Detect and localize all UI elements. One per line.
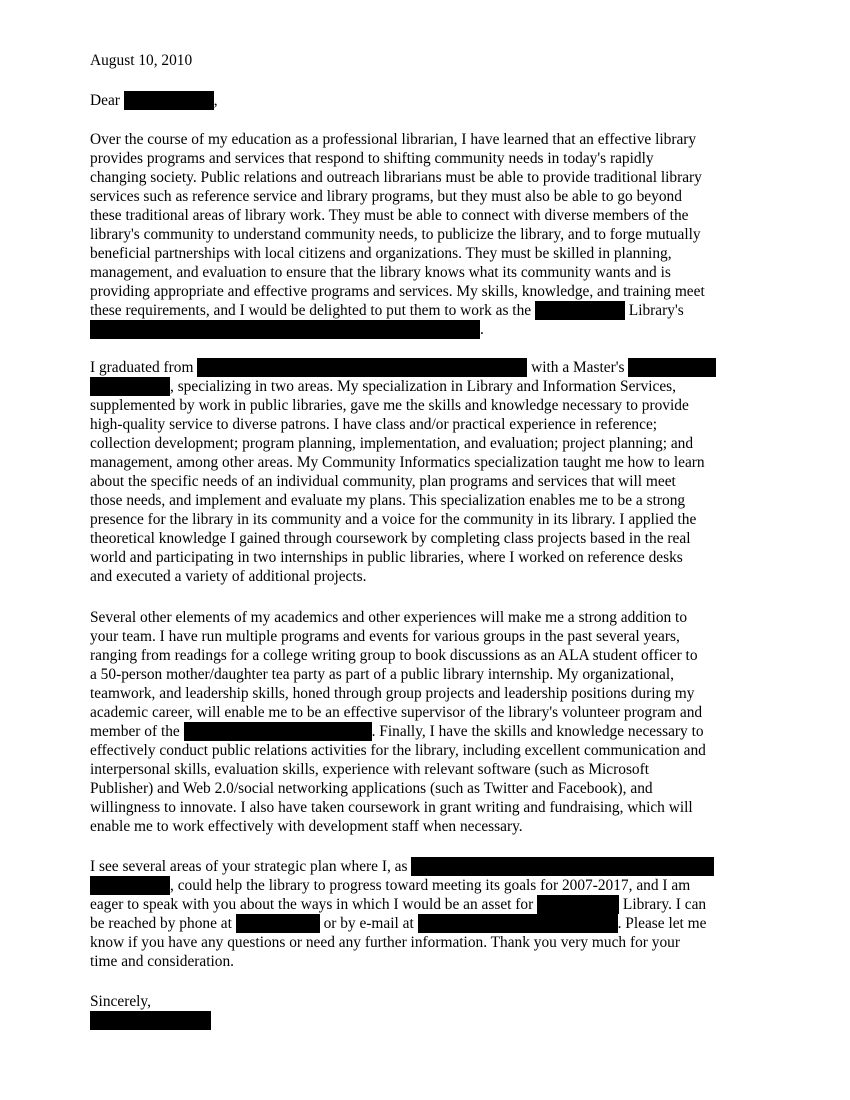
paragraph-3-line: Publisher) and Web 2.0/social networking applications (such as Twitter and Facebook), and — [90, 780, 653, 797]
paragraph-2-line: presence for the library in its community and a voice for the community in its library. I applied the — [90, 511, 697, 528]
paragraph-2-line: about the specific needs of an individual community, plan programs and services that will meet — [90, 473, 676, 490]
paragraph-1-line: management, and evaluation to ensure that the library knows what its community wants and is — [90, 264, 671, 281]
paragraph-3-line: a 50-person mother/daughter tea party as part of a public library internship. My organizational, — [90, 666, 674, 683]
paragraph-2-line: those needs, and implement and evaluate my plans. This specialization enables me to be a strong — [90, 492, 686, 509]
paragraph-3-line: effectively conduct public relations activities for the library, including excellent communication and — [90, 742, 706, 759]
redaction-signature-name — [90, 1011, 211, 1030]
paragraph-1-line: these requirements, and I would be delighted to put them to work as the Library's — [90, 302, 684, 319]
paragraph-3-line: enable me to work effectively with development staff when necessary. — [90, 818, 523, 835]
paragraph-2-line: world and participating in two internships in public libraries, where I worked on reference desks — [90, 549, 683, 566]
redaction-applicant-description — [411, 857, 714, 876]
paragraph-4-line: know if you have any questions or need any further information. Thank you very much for your — [90, 934, 680, 951]
redaction-phone-number — [236, 914, 320, 933]
paragraph-3-line: willingness to innovate. I also have taken coursework in grant writing and fundraising, which will — [90, 799, 693, 816]
paragraph-1-line: provides programs and services that respond to shifting community needs in today's rapidly — [90, 150, 654, 167]
paragraph-1-line: these traditional areas of library work. They must be able to connect with diverse members of the — [90, 207, 689, 224]
paragraph-2-line: supplemented by work in public libraries, gave me the skills and knowledge necessary to provide — [90, 397, 689, 414]
paragraph-4-line: eager to speak with you about the ways in which I would be an asset for Library. I can — [90, 896, 707, 913]
redaction-organization-name — [184, 722, 372, 741]
paragraph-3-line: member of the . Finally, I have the skills and knowledge necessary to — [90, 723, 704, 740]
paragraph-3-line: ranging from readings for a college writing group to book discussions as an ALA student officer to — [90, 647, 698, 664]
paragraph-2-line: I graduated from with a Master's — [90, 358, 716, 377]
redaction-university-name — [197, 358, 527, 377]
paragraph-3-line: teamwork, and leadership skills, honed through group projects and leadership positions during my — [90, 685, 695, 702]
salutation: Dear , — [90, 92, 218, 109]
redaction-recipient-name — [124, 91, 214, 110]
redaction-library-name — [535, 301, 625, 320]
paragraph-2-line: high-quality service to diverse patrons. I have class and/or practical experience in reference; — [90, 416, 658, 433]
redaction-library-name — [537, 895, 619, 914]
paragraph-4-line: be reached by phone at or by e-mail at . Please let me — [90, 915, 707, 932]
closing: Sincerely, — [90, 993, 151, 1010]
paragraph-4-line: time and consideration. — [90, 953, 235, 970]
paragraph-1-line: beneficial partnerships with local citizens and organizations. They must be skilled in planning, — [90, 245, 672, 262]
paragraph-2-line: collection development; program planning, implementation, and evaluation; project planning; and — [90, 435, 694, 452]
redaction-degree-name — [628, 358, 716, 377]
paragraph-3-line: Several other elements of my academics and other experiences will make me a strong addition to — [90, 609, 688, 626]
paragraph-1-line: changing society. Public relations and outreach librarians must be able to provide traditional library — [90, 169, 702, 186]
redaction-email-address — [418, 914, 618, 933]
redaction-degree-name-continued — [90, 377, 170, 396]
paragraph-2-line: and executed a variety of additional projects. — [90, 568, 367, 585]
paragraph-2-line: , specializing in two areas. My specialization in Library and Information Services, — [90, 377, 676, 396]
paragraph-3-line: your team. I have run multiple programs and events for various groups in the past several years, — [90, 628, 680, 645]
paragraph-3-line: academic career, will enable me to be an effective supervisor of the library's volunteer program and — [90, 704, 703, 721]
paragraph-1-line: providing appropriate and effective programs and services. My skills, knowledge, and training meet — [90, 283, 705, 300]
paragraph-3-line: interpersonal skills, evaluation skills, experience with relevant software (such as Microsoft — [90, 761, 650, 778]
paragraph-1-line: . — [90, 320, 484, 339]
paragraph-1-line: Over the course of my education as a professional librarian, I have learned that an effective library — [90, 131, 697, 148]
redaction-position-title — [90, 320, 480, 339]
paragraph-2-line: theoretical knowledge I gained through coursework by completing class projects based in the real — [90, 530, 691, 547]
paragraph-1-line: services such as reference service and library programs, but they must also be able to go beyond — [90, 188, 682, 205]
paragraph-4-line: , could help the library to progress toward meeting its goals for 2007-2017, and I am — [90, 876, 690, 895]
redaction-applicant-description-continued — [90, 876, 170, 895]
paragraph-2-line: management, among other areas. My Community Informatics specialization taught me how to learn — [90, 454, 705, 471]
letter-date: August 10, 2010 — [90, 52, 193, 69]
paragraph-1-line: library's community to understand community needs, to publicize the library, and to forge mutually — [90, 226, 701, 243]
paragraph-4-line: I see several areas of your strategic plan where I, as — [90, 857, 714, 876]
